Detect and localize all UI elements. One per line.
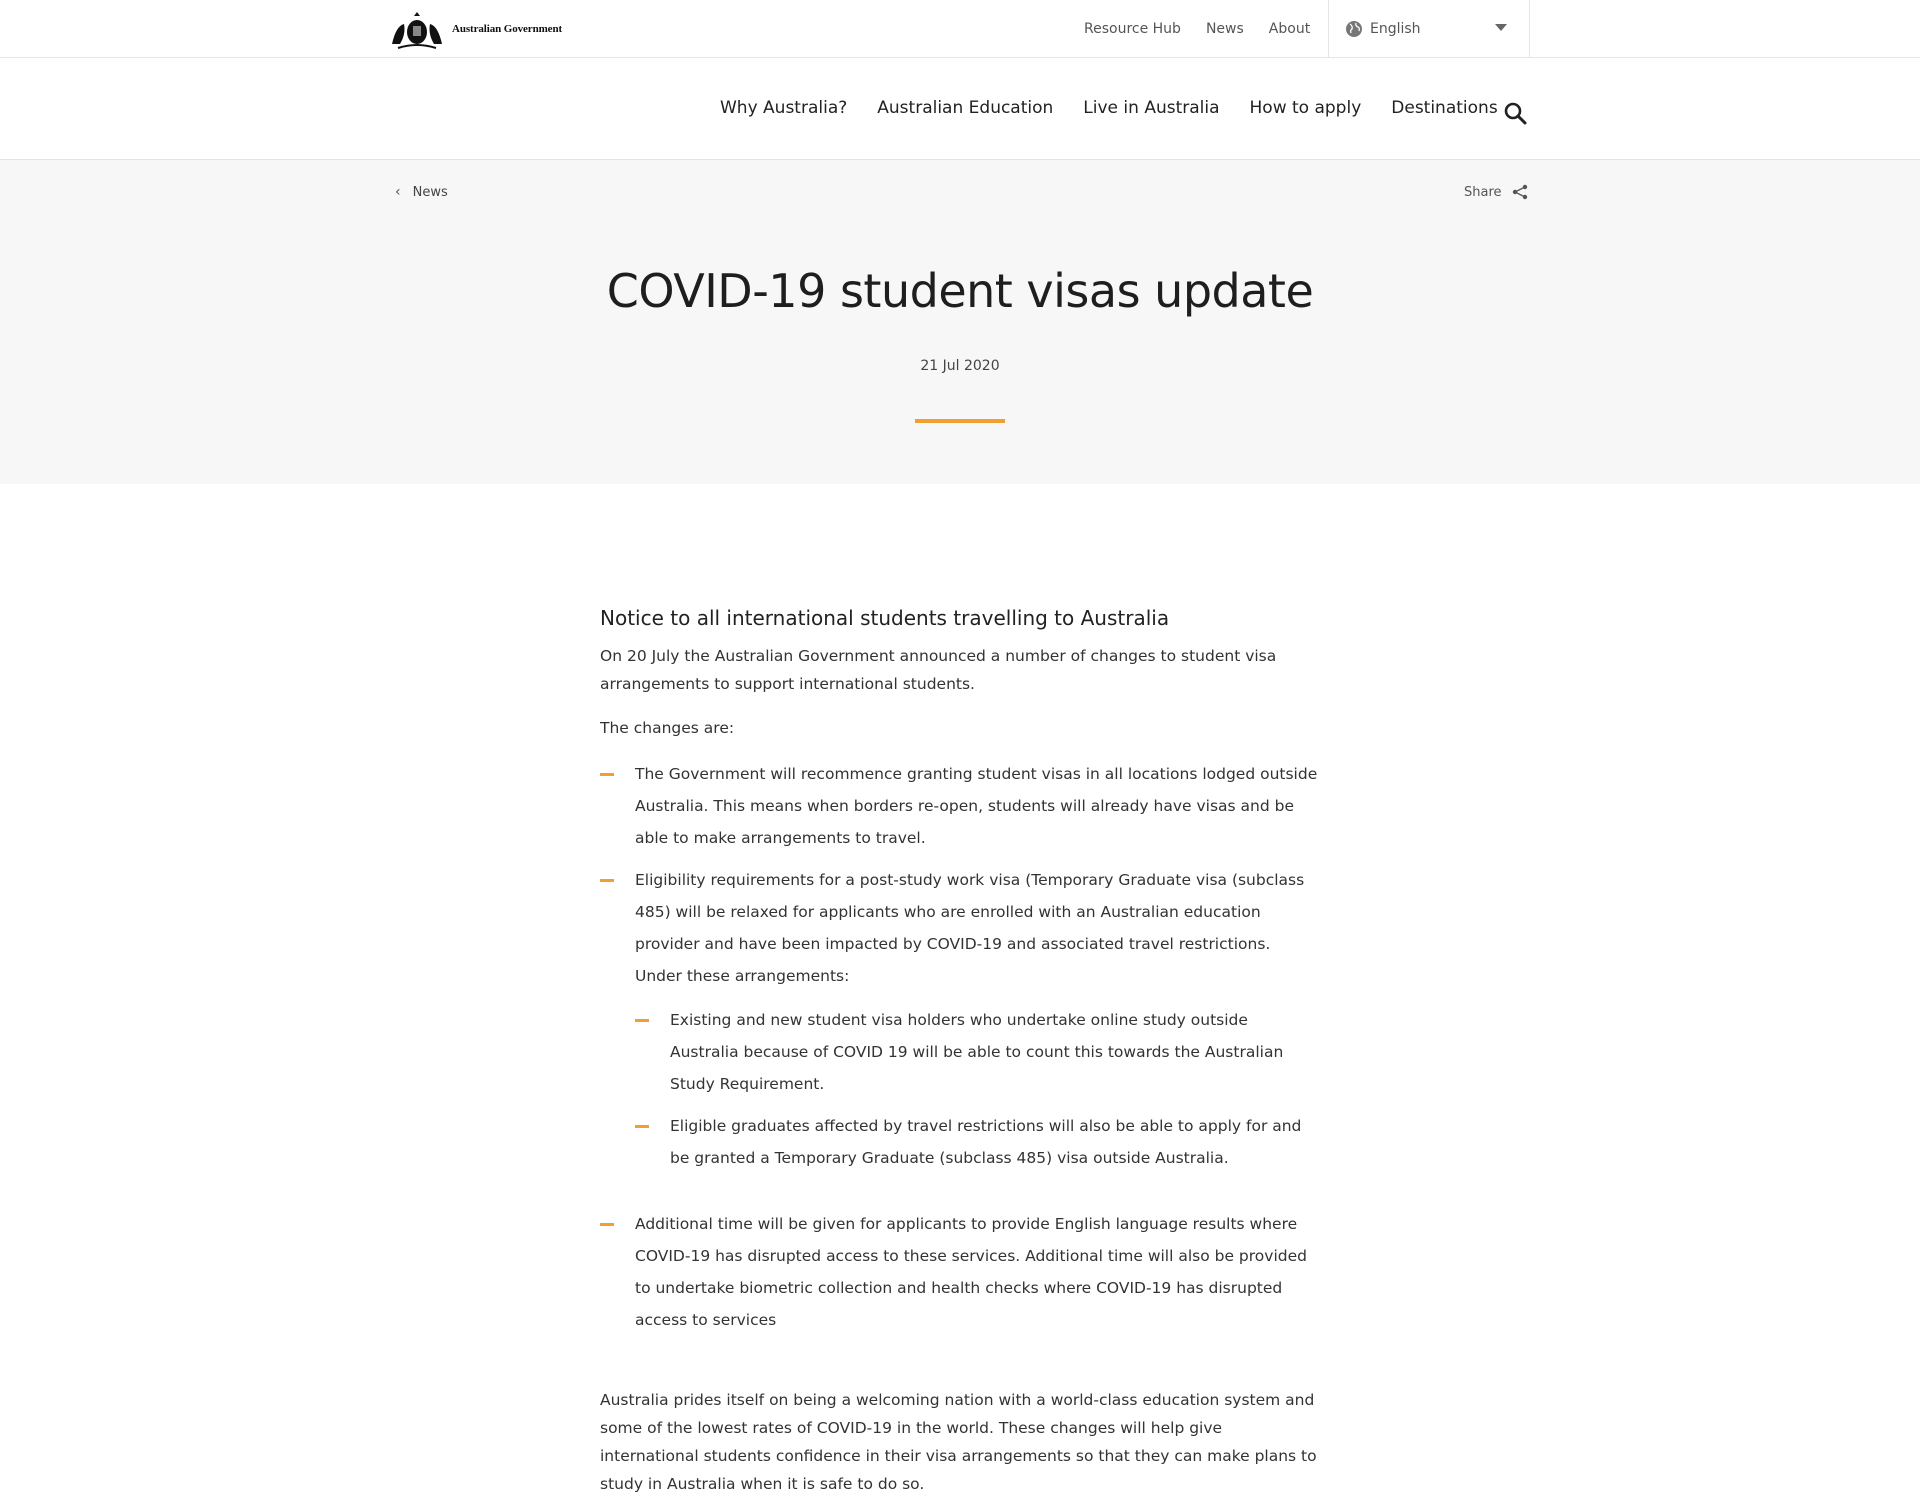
list-item <box>600 758 1320 854</box>
list-item-text: Eligibility requirements for a post-study work visa (Temporary Graduate visa (subclass 485) will be relaxed for applicants who are enrolled with an Australian education provider and have been impacted by COVID-19 and associated travel restrictions. Under these arrangements: <box>635 871 1305 985</box>
sub-list-item <box>635 1110 1320 1174</box>
nav-why-australia[interactable]: Why Australia? <box>720 98 848 118</box>
article-body <box>600 606 1320 1498</box>
globe-icon <box>1345 20 1363 38</box>
dash-bullet-icon <box>600 879 614 882</box>
nav-australian-education[interactable]: Australian Education <box>877 98 1054 118</box>
nav-destinations[interactable]: Destinations <box>1391 98 1498 118</box>
back-to-news-link[interactable] <box>395 184 448 200</box>
sub-changes-list <box>635 1004 1320 1174</box>
nav-live-in-australia[interactable]: Live in Australia <box>1083 98 1220 118</box>
changes-lead: The changes are: <box>600 719 735 737</box>
utility-bar <box>0 0 1920 58</box>
list-item-text: The Government will recommence granting student visas in all locations lodged outside Australia. This means when borders re-open, students will already have visas and be able to make arrangements to travel. <box>635 765 1318 847</box>
list-item-text: Additional time will be given for applicants to provide English language results where COVID-19 has disrupted access to these services. Additional time will also be provided to undertake biometric collection and health checks where COVID-19 has disrupted access to services <box>635 1215 1307 1329</box>
list-item <box>600 1208 1320 1336</box>
main-navigation <box>0 58 1920 160</box>
article-heading: Notice to all international students travelling to Australia <box>600 606 1170 630</box>
language-selector[interactable] <box>1328 0 1530 57</box>
publish-date: 21 Jul 2020 <box>920 358 1000 374</box>
language-label: English <box>1370 20 1421 37</box>
government-name: Australian Government <box>452 23 563 35</box>
list-item <box>600 864 1320 1174</box>
back-label: News <box>412 184 448 200</box>
search-icon[interactable] <box>1503 101 1527 125</box>
news-link[interactable]: News <box>1205 20 1244 37</box>
article-closing: Australia prides itself on being a welcoming nation with a world-class education system and some of the lowest rates of COVID-19 in the world. These changes will help give international students confidence in their visa arrangements so that they can make plans to study in Australia when it is safe to do so. <box>600 1391 1317 1493</box>
sub-list-item-text: Existing and new student visa holders who undertake online study outside Australia because of COVID 19 will be able to count this towards the Australian Study Requirement. <box>670 1011 1284 1093</box>
dash-bullet-icon <box>635 1125 649 1128</box>
share-label: Share <box>1464 184 1502 200</box>
dash-bullet-icon <box>635 1019 649 1022</box>
changes-list <box>600 758 1320 1336</box>
sub-list-item <box>635 1004 1320 1100</box>
sub-list-item-text: Eligible graduates affected by travel restrictions will also be able to apply for and be granted a Temporary Graduate (subclass 485) visa outside Australia. <box>670 1117 1302 1167</box>
nav-how-to-apply[interactable]: How to apply <box>1249 98 1362 118</box>
title-accent-bar <box>915 419 1005 423</box>
government-logo[interactable] <box>388 8 562 50</box>
utility-links <box>1084 0 1335 57</box>
page-title: COVID-19 student visas update <box>606 264 1314 318</box>
share-button[interactable] <box>1464 184 1528 200</box>
share-icon <box>1512 184 1528 200</box>
article-hero <box>0 160 1920 484</box>
about-link[interactable]: About <box>1268 20 1311 37</box>
dash-bullet-icon <box>600 773 614 776</box>
article-intro: On 20 July the Australian Government announced a number of changes to student visa arrangements to support international students. <box>600 647 1277 693</box>
chevron-left-icon: ‹ <box>395 184 401 200</box>
coat-of-arms-icon <box>388 8 446 50</box>
resource-hub-link[interactable]: Resource Hub <box>1084 20 1181 37</box>
chevron-down-icon <box>1495 24 1507 31</box>
dash-bullet-icon <box>600 1223 614 1226</box>
